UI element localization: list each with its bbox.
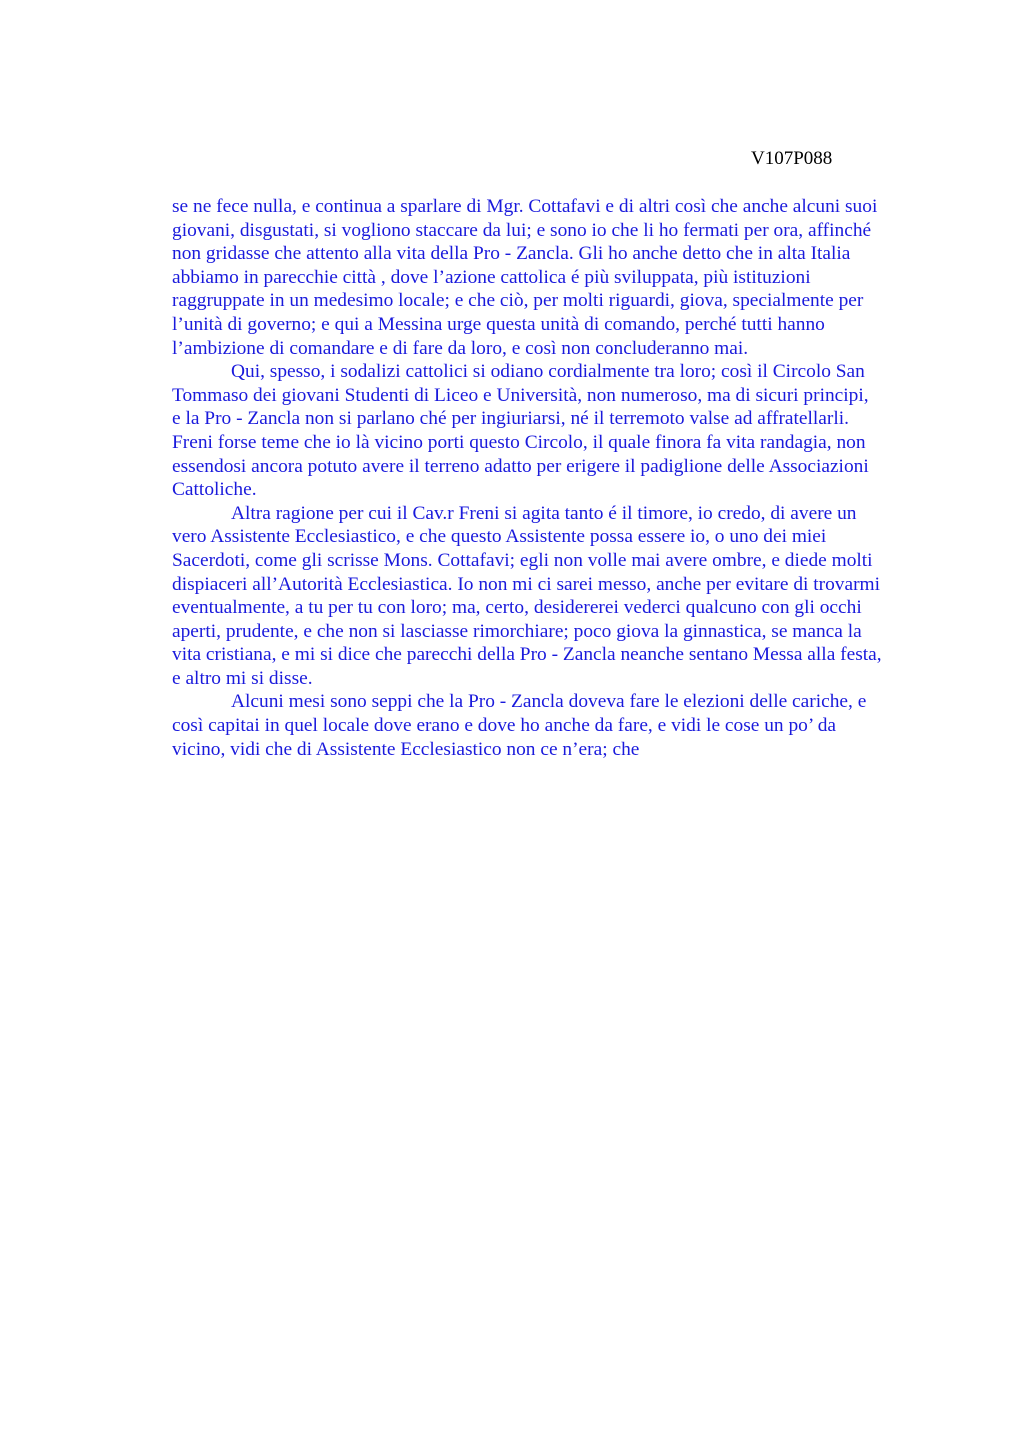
- text-line: Altra ragione per cui il Cav.r Freni si agita tanto é il timore, io credo, di avere un: [231, 502, 857, 524]
- text-line: così capitai in quel locale dove erano e dove ho anche da fare, e vidi le cose un po’ da: [172, 715, 837, 737]
- text-line: Sacerdoti, come gli scrisse Mons. Cottafavi; egli non volle mai avere ombre, e diede molti: [172, 549, 873, 571]
- text-line: Alcuni mesi sono seppi che la Pro - Zancla doveva fare le elezioni delle cariche, e: [231, 691, 867, 713]
- text-line: aperti, prudente, e che non si lasciasse rimorchiare; poco giova la ginnastica, se manca la: [172, 620, 862, 642]
- text-line: l’unità di governo; e qui a Messina urge questa unità di comando, perché tutti hanno: [172, 313, 825, 335]
- text-line: Freni forse teme che io là vicino porti questo Circolo, il quale finora fa vita randagia, non: [172, 431, 866, 453]
- body-text: [172, 195, 932, 761]
- text-line: non gridasse che attento alla vita della Pro - Zancla. Gli ho anche detto che in alta Italia: [172, 243, 851, 265]
- text-line: Cattoliche.: [172, 479, 257, 501]
- text-line: vita cristiana, e mi si dice che parecchi della Pro - Zancla neanche sentano Messa alla festa,: [172, 644, 882, 666]
- text-line: vero Assistente Ecclesiastico, e che questo Assistente possa essere io, o uno dei miei: [172, 526, 827, 548]
- text-line: essendosi ancora potuto avere il terreno adatto per erigere il padiglione delle Associazioni: [172, 455, 869, 477]
- text-line: eventualmente, a tu per tu con loro; ma, certo, desidererei vederci qualcuno con gli occhi: [172, 597, 862, 619]
- text-line: raggruppate in un medesimo locale; e che ciò, per molti riguardi, giova, specialmente per: [172, 290, 864, 312]
- page-id: V107P088: [751, 148, 833, 169]
- text-line: Qui, spesso, i sodalizi cattolici si odiano cordialmente tra loro; così il Circolo San: [231, 361, 865, 383]
- text-line: se ne fece nulla, e continua a sparlare di Mgr. Cottafavi e di altri così che anche alcuni suoi: [172, 196, 878, 217]
- text-line: e la Pro - Zancla non si parlano ché per ingiuriarsi, né il terremoto valse ad affratellarli.: [172, 408, 849, 430]
- text-line: giovani, disgustati, si vogliono staccare da lui; e sono io che li ho fermati per ora, affinché: [172, 219, 872, 241]
- text-line: Tommaso dei giovani Studenti di Liceo e Università, non numeroso, ma di sicuri principi,: [172, 384, 869, 406]
- text-line: abbiamo in parecchie città , dove l’azione cattolica é più sviluppata, più istituzioni: [172, 266, 811, 288]
- text-line: dispiaceri all’Autorità Ecclesiastica. Io non mi ci sarei messo, anche per evitare di trovarmi: [172, 573, 881, 595]
- text-line: l’ambizione di comandare e di fare da loro, e così non concluderanno mai.: [172, 337, 749, 359]
- text-line: vicino, vidi che di Assistente Ecclesiastico non ce n’era; che: [172, 738, 640, 760]
- text-line: e altro mi si disse.: [172, 667, 313, 689]
